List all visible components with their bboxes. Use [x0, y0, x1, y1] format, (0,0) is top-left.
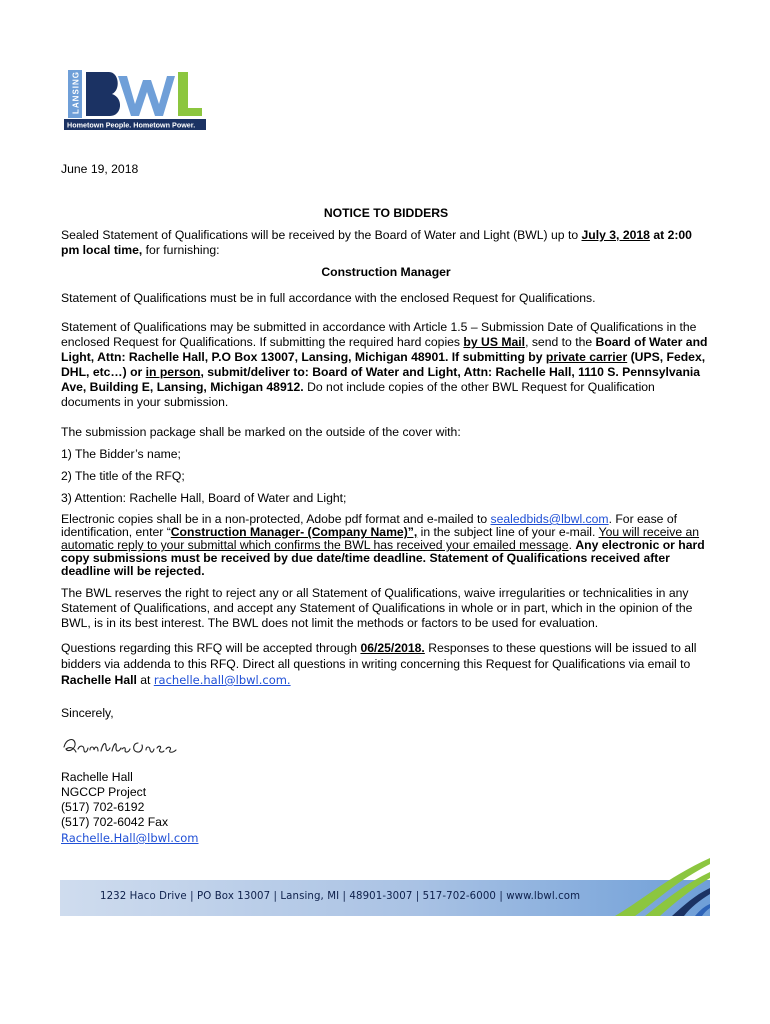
intro-text: Sealed Statement of Qualifications will be received by the Board of Water and Light (BWL) up to — [61, 228, 582, 242]
notice-heading: NOTICE TO BIDDERS — [323, 206, 449, 220]
signer-name: Rachelle Hall — [61, 770, 133, 784]
submission-paragraph — [61, 320, 711, 410]
list-item: 2) The title of the RFQ; — [61, 469, 185, 483]
signer-email — [61, 831, 711, 846]
electronic-sep: . — [568, 538, 576, 552]
questions-text: Questions regarding this RFQ will be accepted through — [61, 641, 361, 655]
logo-letter-w — [118, 76, 175, 116]
deadline-time: 2:00 pm local time, — [61, 228, 692, 257]
footer-graphic — [60, 858, 710, 916]
intro-paragraph — [61, 228, 711, 258]
reserves-paragraph: The BWL reserves the right to reject any or all Statement of Qualifications, waive irregularities or technicalities in any Statement of Qualifications, and accept any Statement of Qualifications in whole or in part, which in the opinion of the BWL, is in its best interest. The BWL does not limit the methods or factors to be used for evaluation. — [61, 586, 693, 630]
deadline-date: July 3, 2018 — [581, 228, 650, 242]
deadline-warning: Any electronic or hard copy submissions must be received by due date/time deadline. Statement of Qualifications received after deadline will be rejected. — [61, 538, 705, 578]
in-person: in person — [145, 365, 201, 379]
us-mail: by US Mail — [463, 335, 526, 349]
logo-city: LANSING — [71, 71, 81, 114]
letterhead-footer — [60, 858, 710, 916]
electronic-text: Electronic copies shall be in a non-protected, Adobe pdf format and e-mailed to — [61, 512, 491, 526]
signer-fax: (517) 702-6042 Fax — [61, 815, 169, 829]
signer-email-link[interactable]: Rachelle.Hall@lbwl.com — [61, 831, 199, 845]
list-item: 3) Attention: Rachelle Hall, Board of Water and Light; — [61, 491, 347, 505]
submission-if: If submitting by — [448, 350, 546, 364]
private-carrier: private carrier — [545, 350, 628, 364]
handwritten-signature — [60, 733, 178, 759]
logo-letter-l — [178, 72, 202, 116]
electronic-paragraph — [61, 513, 711, 578]
accordance-paragraph: Statement of Qualifications must be in full accordance with the enclosed Request for Qualifications. — [61, 291, 596, 305]
electronic-subject-line: in the subject line of your e-mail. — [417, 525, 599, 539]
questions-paragraph — [61, 640, 711, 688]
questions-body: Responses to these questions will be issued to all bidders via addenda to this RFQ. Direct all questions in writing concerning this Request for Qualifications via email to — [61, 641, 697, 671]
email-subject-format: Construction Manager- (Company Name)”, — [170, 525, 418, 539]
mail-address: Board of Water and Light, Attn: Rachelle Hall, P.O Box 13007, Lansing, Michigan 48901. — [61, 335, 708, 364]
submission-note: Do not include copies of the other BWL Request for Qualification documents in your submission. — [61, 380, 655, 409]
signer-project: NGCCP Project — [61, 785, 147, 799]
contact-email-link[interactable]: rachelle.hall@lbwl.com. — [153, 673, 291, 687]
footer-contact: 1232 Haco Drive | PO Box 13007 | Lansing, MI | 48901-3007 | 517-702-6000 | www.lbwl.com — [100, 891, 581, 902]
closing: Sincerely, — [61, 706, 114, 720]
carrier-list: (UPS, Fedex, DHL, etc…) or — [61, 350, 706, 379]
package-intro: The submission package shall be marked on the outside of the cover with: — [61, 425, 461, 439]
delivery-address: , submit/deliver to: Board of Water and Light, Attn: Rachelle Hall, 1110 S. Pennsylvania Ave, Building E, Lansing, Michigan 48912. — [61, 365, 701, 394]
questions-deadline: 06/25/2018. — [360, 641, 425, 655]
contact-name: Rachelle Hall — [61, 673, 137, 687]
submission-send: , send to the — [525, 335, 596, 349]
questions-at: at — [136, 673, 154, 687]
intro-tail: for furnishing: — [142, 243, 220, 257]
signer-phone: (517) 702-6192 — [61, 800, 145, 814]
logo-letter-b — [86, 72, 120, 116]
submission-text: Statement of Qualifications may be submitted in accordance with Article 1.5 – Submission Date of Qualifications in the enclosed Request for Qualifications. If submitting the required hard copies — [61, 320, 697, 349]
intro-at: at — [649, 228, 665, 242]
logo-tagline: Hometown People. Hometown Power. — [67, 120, 196, 130]
project-subject: Construction Manager — [321, 265, 451, 279]
bwl-logo — [64, 70, 206, 130]
sealedbids-email-link[interactable]: sealedbids@lbwl.com — [490, 512, 609, 526]
auto-reply-note: You will receive an automatic reply to your submittal which confirms the BWL has received your emailed message — [61, 525, 700, 552]
list-item: 1) The Bidder’s name; — [61, 447, 181, 461]
electronic-ident: . For ease of identification, enter “ — [61, 512, 678, 539]
letter-date: June 19, 2018 — [61, 162, 139, 176]
